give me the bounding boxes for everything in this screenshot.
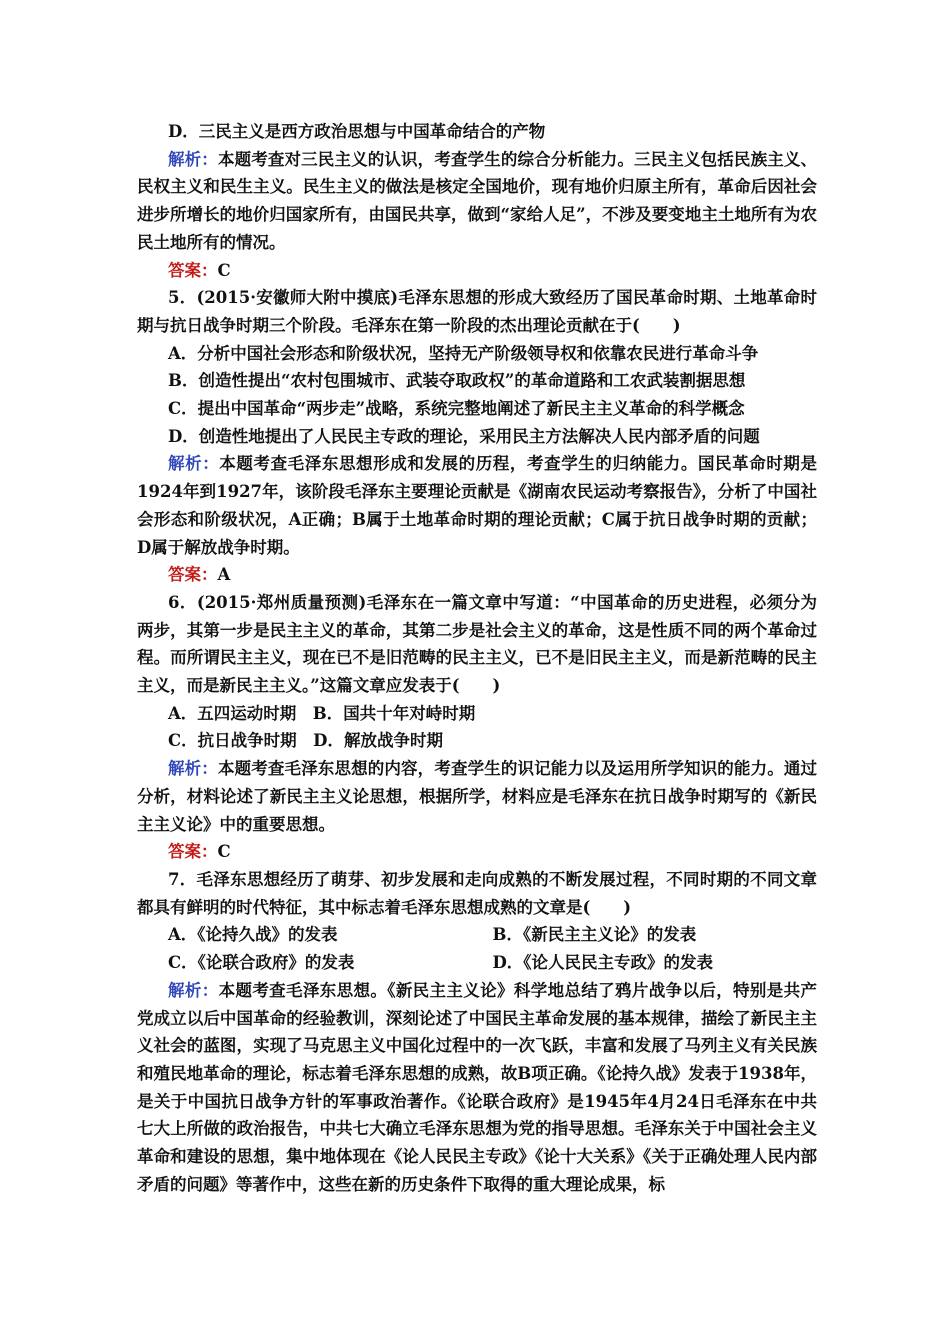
q5-option-b: B．创造性提出“农村包围城市、武装夺取政权”的革命道路和工农武装割据思想 bbox=[168, 371, 746, 391]
analysis-label: 解析： bbox=[168, 980, 219, 1000]
answer-value: C bbox=[217, 260, 231, 280]
analysis-text: 本题考查对三民主义的认识，考查学生的综合分析能力。三民主义包括民族主义、民权主义和民生主义。民生主义的做法是核定全国地价，现有地价归原主所有，革命后因社会进步所增长的地价归国家所有，由国民共享，做到“家给人足”，不涉及要变地主土地所有为农民土地所有的情况。 bbox=[137, 149, 818, 252]
q7-option-a: A．《论持久战》的发表 bbox=[168, 925, 338, 945]
answer-value: C bbox=[217, 842, 231, 862]
q6-stem: 6．(2015·郑州质量预测)毛泽东在一篇文章中写道：“中国革命的历史进程，必须分为两步，其第一步是民主主义的革命，其第二步是社会主义的革命，这是性质不同的两个革命过程。而所谓民主主义，现在已不是旧范畴的民主主义，已不是旧民主主义，而是新范畴的民主主义，而是新民主主义。”这篇文章应发表于( ) bbox=[137, 592, 817, 696]
q7-options-row-1 bbox=[137, 921, 817, 949]
q6-options-ab: A．五四运动时期 B．国共十年对峙时期 bbox=[168, 703, 476, 723]
answer-value: A bbox=[217, 565, 231, 585]
analysis-text: 本题考查毛泽东思想的内容，考查学生的识记能力以及运用所学知识的能力。通过分析，材料论述了新民主主义论思想，根据所学，材料应是毛泽东在抗日战争时期写的《新民主主义论》中的重要思想。 bbox=[137, 759, 818, 834]
q4-answer bbox=[137, 257, 817, 285]
q7-analysis bbox=[137, 977, 817, 1199]
q7-option-d: D．《论人民民主专政》的发表 bbox=[492, 953, 714, 973]
answer-label: 答案： bbox=[168, 842, 218, 862]
q5-analysis bbox=[137, 450, 817, 561]
q7-options-row-2 bbox=[137, 949, 817, 977]
q4-option-d: D．三民主义是西方政治思想与中国革命结合的产物 bbox=[168, 122, 546, 141]
q5-option-d: D．创造性地提出了人民民主专政的理论，采用民主方法解决人民内部矛盾的问题 bbox=[168, 426, 760, 446]
answer-label: 答案： bbox=[168, 565, 218, 585]
q7-option-c: C．《论联合政府》的发表 bbox=[168, 953, 355, 973]
document-body bbox=[137, 118, 817, 1198]
q4-analysis bbox=[137, 146, 817, 257]
q5-answer bbox=[137, 561, 817, 589]
q7-option-b: B．《新民主主义论》的发表 bbox=[492, 925, 697, 945]
q6-analysis bbox=[137, 755, 817, 838]
analysis-label: 解析： bbox=[168, 454, 220, 474]
q7-stem: 7．毛泽东思想经历了萌芽、初步发展和走向成熟的不断发展过程，不同时期的不同文章都具有鲜明的时代特征，其中标志着毛泽东思想成熟的文章是( ) bbox=[137, 869, 817, 917]
answer-label: 答案： bbox=[168, 260, 218, 280]
q6-options-cd: C．抗日战争时期 D．解放战争时期 bbox=[168, 731, 443, 751]
analysis-text: 本题考查毛泽东思想。《新民主主义论》科学地总结了鸦片战争以后，特别是共产党成立以后中国革命的经验教训，深刻论述了中国民主革命发展的基本规律，描绘了新民主主义社会的蓝图，实现了马克思主义中国化过程中的一次飞跃，丰富和发展了马列主义有关民族和殖民地革命的理论，标志着毛泽东思想的成熟，故B项正确。《论持久战》发表于1938年，是关于中国抗日战争方针的军事政治著作。《论联合政府》是1945年4月24日毛泽东在中共七大上所做的政治报告，中共七大确立毛泽东思想为党的指导思想。毛泽东关于中国社会主义革命和建设的思想，集中地体现在《论人民民主专政》《论十大关系》《关于正确处理人民内部矛盾的问题》等著作中，这些在新的历史条件下取得的重大理论成果，标 bbox=[137, 980, 818, 1194]
q5-option-c: C．提出中国革命“两步走”战略，系统完整地阐述了新民主主义革命的科学概念 bbox=[168, 399, 745, 419]
analysis-text: 本题考查毛泽东思想形成和发展的历程，考查学生的归纳能力。国民革命时期是1924年到1927年，该阶段毛泽东主要理论贡献是《湖南农民运动考察报告》，分析了中国社会形态和阶级状况，A正确；B属于土地革命时期的理论贡献；C属于抗日战争时期的贡献；D属于解放战争时期。 bbox=[137, 454, 818, 557]
q5-stem: 5．(2015·安徽师大附中摸底)毛泽东思想的形成大致经历了国民革命时期、土地革命时期与抗日战争时期三个阶段。毛泽东在第一阶段的杰出理论贡献在于( ) bbox=[137, 288, 817, 335]
q5-option-a: A．分析中国社会形态和阶级状况，坚持无产阶级领导权和依靠农民进行革命斗争 bbox=[168, 343, 759, 363]
analysis-label: 解析： bbox=[168, 149, 218, 169]
analysis-label: 解析： bbox=[168, 759, 218, 779]
q6-answer bbox=[137, 838, 817, 866]
